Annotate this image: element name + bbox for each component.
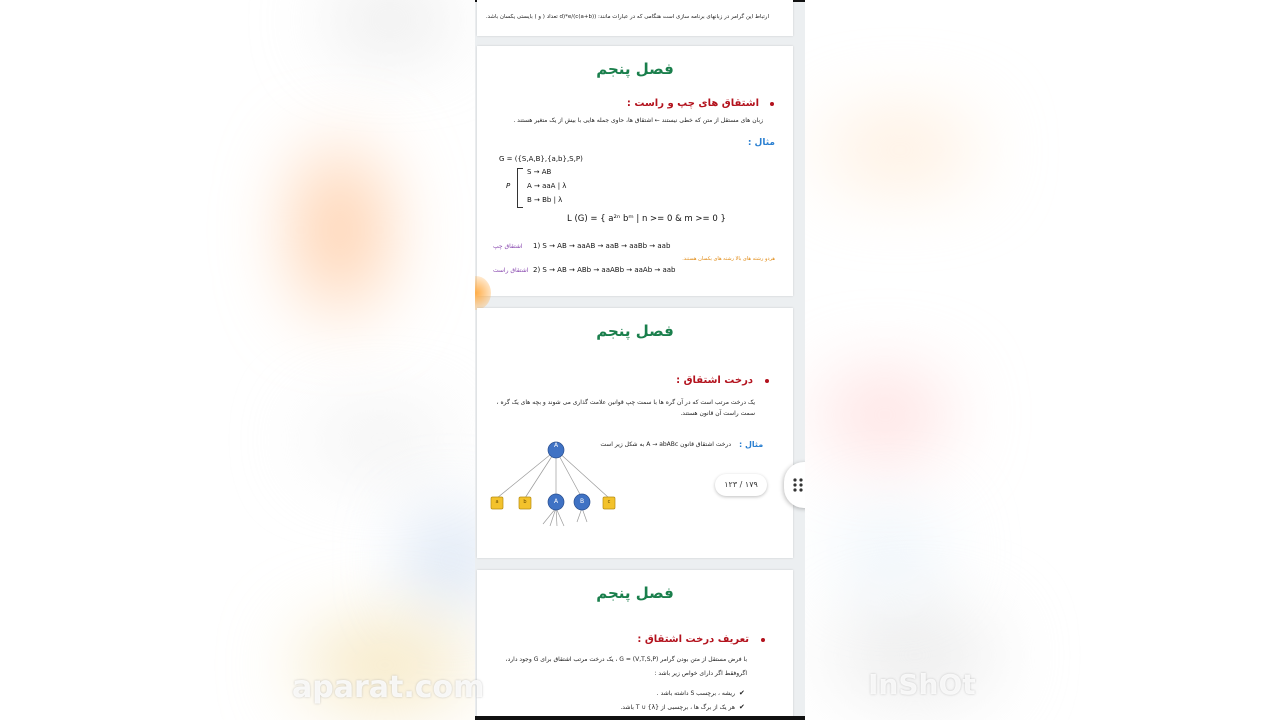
slide-title: فصل پنجم <box>596 322 674 340</box>
bullet-icon <box>770 102 774 106</box>
pdf-viewer <box>475 0 805 720</box>
note-orange: هردو رشته های بالا رشته های یکسان هستند. <box>682 256 775 262</box>
bullet-icon <box>761 638 765 642</box>
slide-heading: اشتقاق های چپ و راست : <box>626 98 759 109</box>
blurred-background-right <box>805 0 1280 720</box>
slide-description: زبان های مستقل از متن که خطی نیستند ← اشتقاق ها، حاوی جمله هایی با بیش از یک متغیر هستند . <box>513 117 763 124</box>
page-previous <box>477 0 793 36</box>
derivation-left-label: اشتقاق چپ <box>493 243 523 250</box>
example-label: مثال : <box>739 440 764 449</box>
page-slide-3 <box>477 570 793 720</box>
check-icon: ✔ <box>739 689 745 697</box>
page-slide-2 <box>477 308 793 558</box>
check-item-2: هر یک از برگ ها ، برچسبی از T ∪ {λ} باشد. <box>620 704 735 711</box>
tree-inner-node: A <box>553 498 559 505</box>
example-text: درخت اشتقاق قانون A → abABc به شکل زیر است <box>600 441 731 448</box>
grammar-definition: G = ({S,A,B},{a,b},S,P) <box>499 155 583 163</box>
definition-line1: با فرض مستقل از متن بودن گرامر G = (V,T,S,P) ، یک درخت مرتب اشتقاق برای G وجود دارد، <box>505 656 747 663</box>
slide-description-line2: سمت راست آن قانون هستند. <box>680 410 755 417</box>
page-slide-1 <box>477 46 793 296</box>
tree-leaf-node: b <box>523 499 527 505</box>
derivation-right-label: اشتقاق راست <box>493 267 529 274</box>
grammar-p-label: P <box>506 182 511 190</box>
example-label: مثال : <box>747 138 775 148</box>
slide-heading: تعریف درخت اشتقاق : <box>637 634 749 645</box>
language-definition: L (G) = { a²ⁿ bᵐ | n >= 0 & m >= 0 } <box>567 214 726 224</box>
grid-dots-icon <box>792 477 804 493</box>
blurred-background-left <box>0 0 475 720</box>
page-counter[interactable]: ۱۲۳ / ۱۷۹ <box>715 474 767 496</box>
slide-title: فصل پنجم <box>596 60 674 78</box>
derivation-tree <box>477 436 637 531</box>
slide-title: فصل پنجم <box>596 584 674 602</box>
rule-item: B → Bb | λ <box>527 196 563 204</box>
slide-description-line1: یک درخت مرتب است که در آن گره ها با سمت چپ قوانین علامت گذاری می شوند و بچه های یک گره ، <box>496 399 755 406</box>
bottom-edge <box>475 716 805 720</box>
check-icon: ✔ <box>739 703 745 711</box>
watermark-right: InShOt <box>868 668 976 701</box>
pdf-viewer-canvas <box>475 0 805 720</box>
rule-item: A → aaA | λ <box>527 182 567 190</box>
bullet-icon <box>765 379 769 383</box>
tree-root-node: A <box>553 442 559 449</box>
top-note: ارتباط این گرامر در زبانهای برنامه سازی است هنگامی که در عبارات مانند: ((a+b)c)/d)*e تعداد ( و ) بایستی یکسان باشد. <box>485 14 769 20</box>
tree-leaf-node: c <box>607 499 611 505</box>
derivation-left: 1) S → AB → aaAB → aaB → aaBb → aab <box>533 242 671 250</box>
check-item-1: ریشه ، برچسب S داشته باشد . <box>656 690 735 697</box>
slide-heading: درخت اشتقاق : <box>676 375 753 386</box>
definition-line2: اگروفقط اگر دارای خواص زیر باشد : <box>654 670 747 677</box>
rule-item: S → AB <box>527 168 552 176</box>
tree-inner-node: B <box>579 498 585 505</box>
tree-leaf-node: a <box>495 499 499 505</box>
derivation-right: 2) S → AB → ABb → aaABb → aaAb → aab <box>533 266 676 274</box>
rules-brace <box>517 168 523 208</box>
watermark-left: aparat.com <box>292 670 485 705</box>
